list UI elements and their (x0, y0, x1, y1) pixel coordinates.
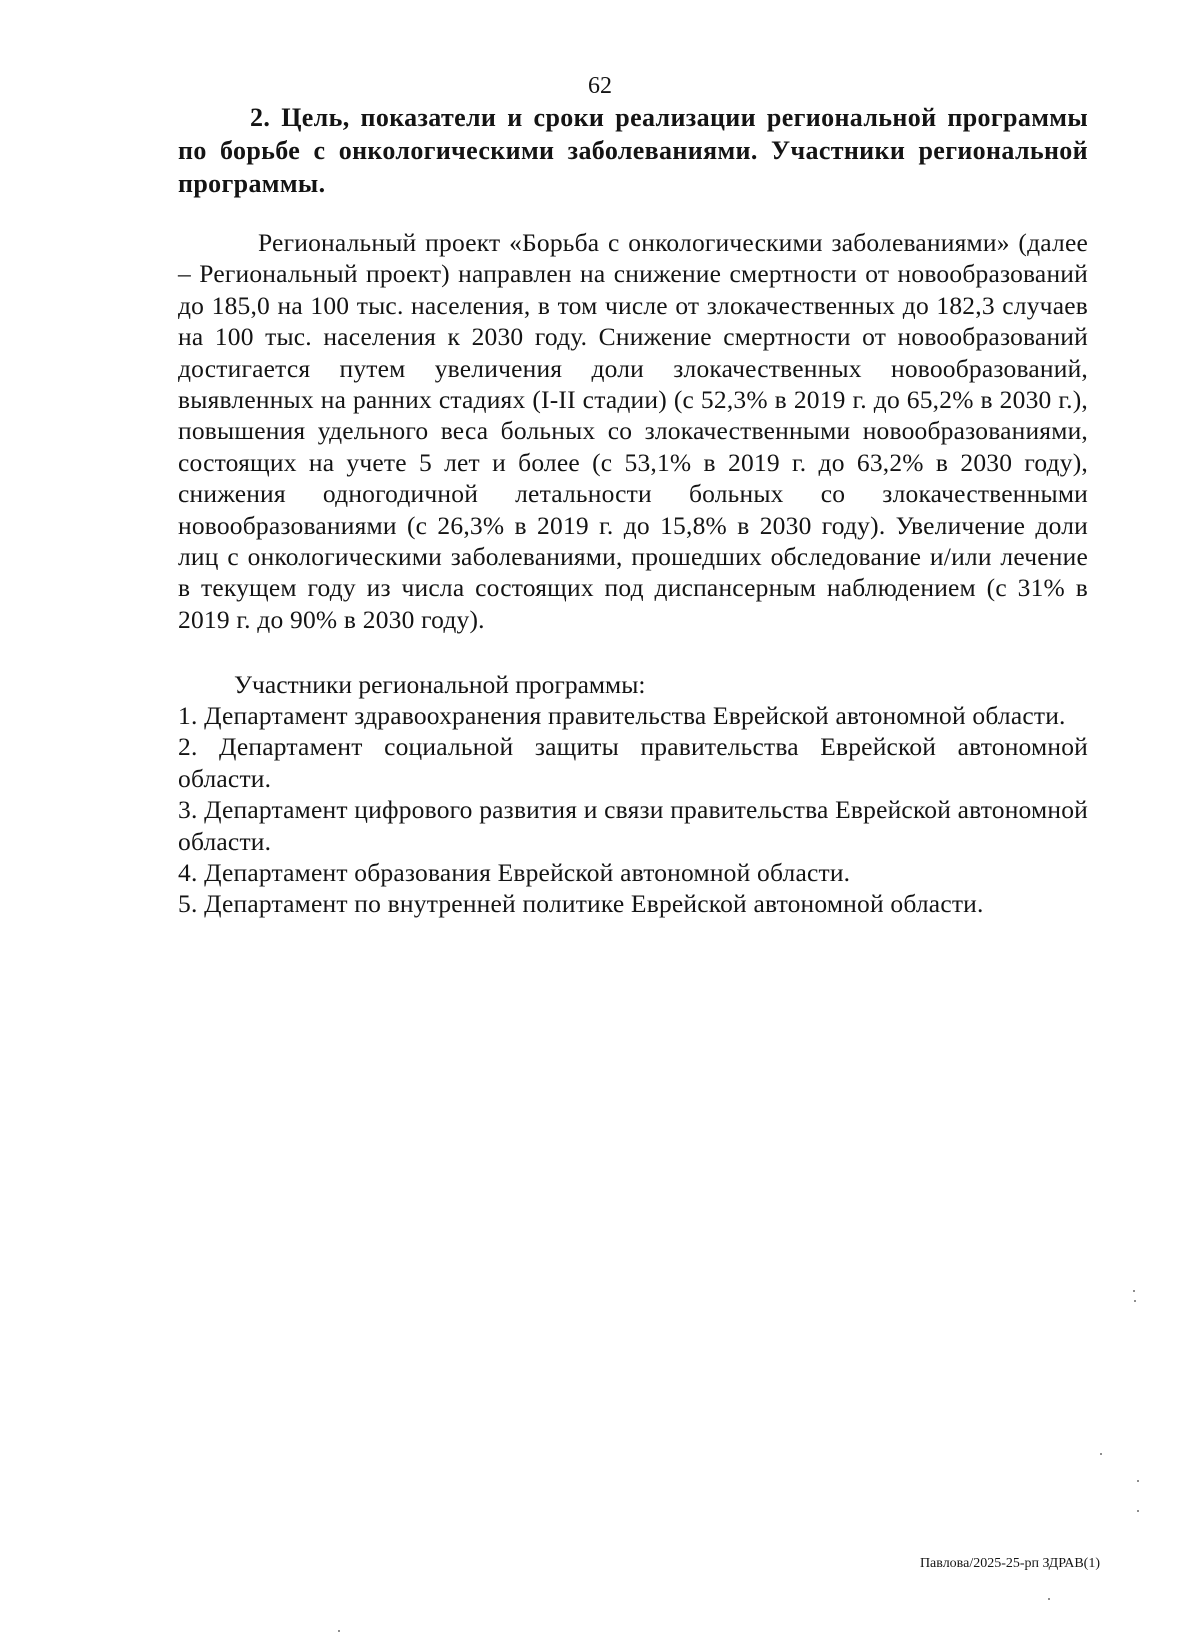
body-paragraph: Региональный проект «Борьба с онкологическими заболеваниями» (далее – Региональный проект) направлен на снижение смертности от новообразований до 185,0 на 100 тыс. населения, в том числе от злокачественных до 182,3 случаев на 100 тыс. населения к 2030 году. Снижение смертности от новообразований достигается путем увеличения доли злокачественных новообразований, выявленных на ранних стадиях (I-II стадии) (с 52,3% в 2019 г. до 65,2% в 2030 г.), повышения удельного веса больных со злокачественными новообразованиями, состоящих на учете 5 лет и более (с 53,1% в 2019 г. до 63,2% в 2030 году), снижения одногодичной летальности больных со злокачественными новообразованиями (с 26,3% в 2019 г. до 15,8% в 2030 году). Увеличение доли лиц с онкологическими заболеваниями, прошедших обследование и/или лечение в текущем году из числа состоящих под диспансерным наблюдением (с 31% в 2019 г. до 90% в 2030 году). (178, 228, 1088, 634)
participant-item: 3. Департамент цифрового развития и связи правительства Еврейской автономной области. (178, 795, 1088, 856)
scan-speck (338, 1630, 340, 1632)
participants-list (178, 700, 1088, 920)
participant-item: 4. Департамент образования Еврейской автономной области. (178, 858, 851, 888)
section-heading: 2. Цель, показатели и сроки реализации региональной программы по борьбе с онкологическими заболеваниями. Участники региональной программы. (178, 103, 1088, 198)
scan-speck (1100, 1453, 1102, 1455)
scan-speck (1134, 1300, 1136, 1302)
participant-item: 2. Департамент социальной защиты правительства Еврейской автономной области. (178, 732, 1088, 793)
scan-speck (1133, 1290, 1135, 1292)
participant-item: 1. Департамент здравоохранения правительства Еврейской автономной области. (178, 701, 1066, 730)
scan-speck (1137, 1510, 1139, 1512)
page-number: 62 (588, 73, 612, 99)
scan-speck (1048, 1598, 1050, 1600)
participant-item: 5. Департамент по внутренней политике Еврейской автономной области. (178, 889, 984, 919)
scan-speck (1137, 1480, 1139, 1482)
participants-heading: Участники региональной программы: (234, 670, 646, 699)
footer-document-code: Павлова/2025-25-рп ЗДРАВ(1) (919, 1556, 1100, 1571)
